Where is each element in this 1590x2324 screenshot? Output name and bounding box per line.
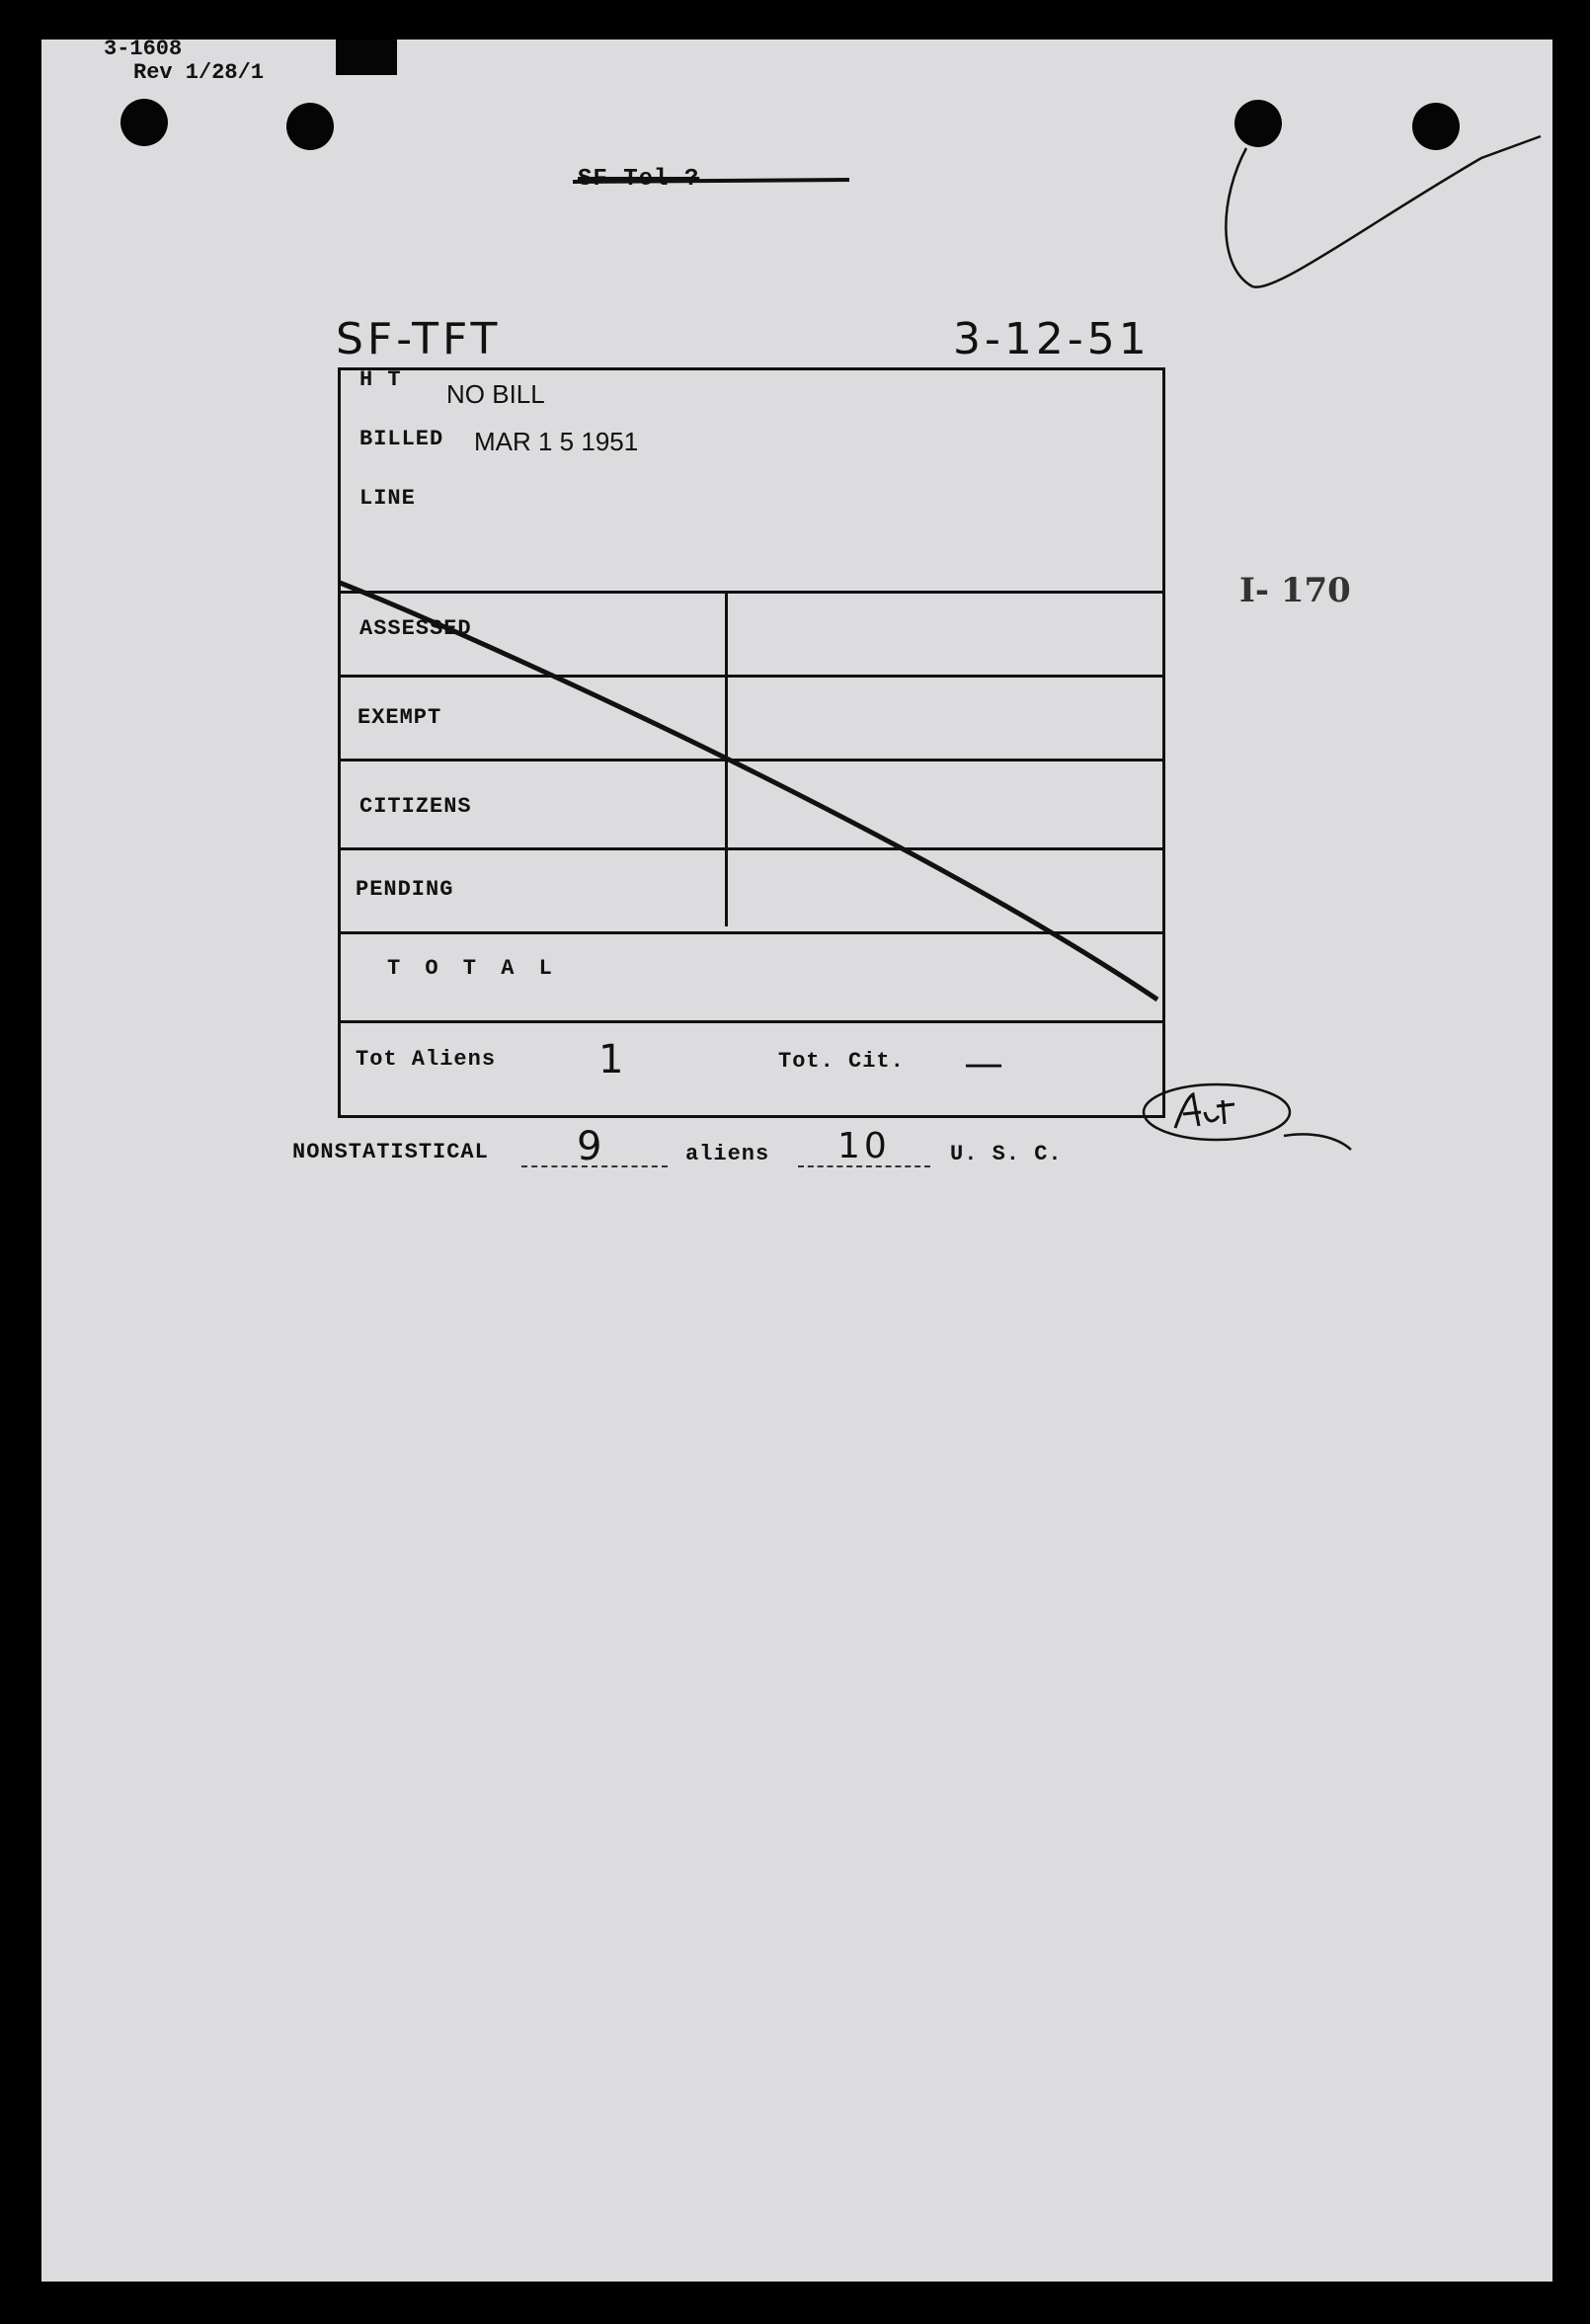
handwritten-date: 3-12-51 — [953, 314, 1151, 364]
line-label: LINE — [359, 486, 416, 511]
nonstat-usc-label: U. S. C. — [950, 1142, 1063, 1166]
no-bill-stamp: NO BILL — [446, 379, 545, 409]
total-label: T O T A L — [387, 956, 558, 981]
tot-cit-value: — — [964, 1041, 1007, 1086]
ht-label: H T — [359, 367, 402, 392]
office-code: SF-TFT — [336, 314, 502, 364]
billed-date-stamp: MAR 1 5 1951 — [474, 427, 639, 456]
row-label-pending: PENDING — [356, 877, 454, 902]
tot-aliens-value: 1 — [598, 1037, 628, 1082]
form-number: 3-1608 Rev 1/28/1 — [104, 37, 265, 85]
top-right-hook-stroke — [1226, 136, 1541, 287]
billed-label: BILLED — [359, 427, 444, 451]
row-label-exempt: EXEMPT — [358, 705, 442, 730]
tot-aliens-label: Tot Aliens — [356, 1047, 497, 1072]
crossed-header: SF-Tel ? — [578, 166, 700, 193]
row-label-assessed: ASSESSED — [359, 616, 472, 641]
row-label-citizens: CITIZENS — [359, 794, 472, 819]
tot-cit-label: Tot. Cit. — [778, 1049, 905, 1074]
nonstat-aliens-label: aliens — [685, 1142, 770, 1166]
crossout-scribble — [573, 180, 849, 182]
nonstatistical-label: NONSTATISTICAL — [292, 1140, 489, 1164]
side-mark: I- 170 — [1239, 571, 1351, 610]
nonstat-usc-value: 10 — [837, 1126, 891, 1166]
diagonal-cancel-stroke — [340, 583, 1157, 1000]
nonstat-aliens-value: 9 — [577, 1124, 606, 1169]
